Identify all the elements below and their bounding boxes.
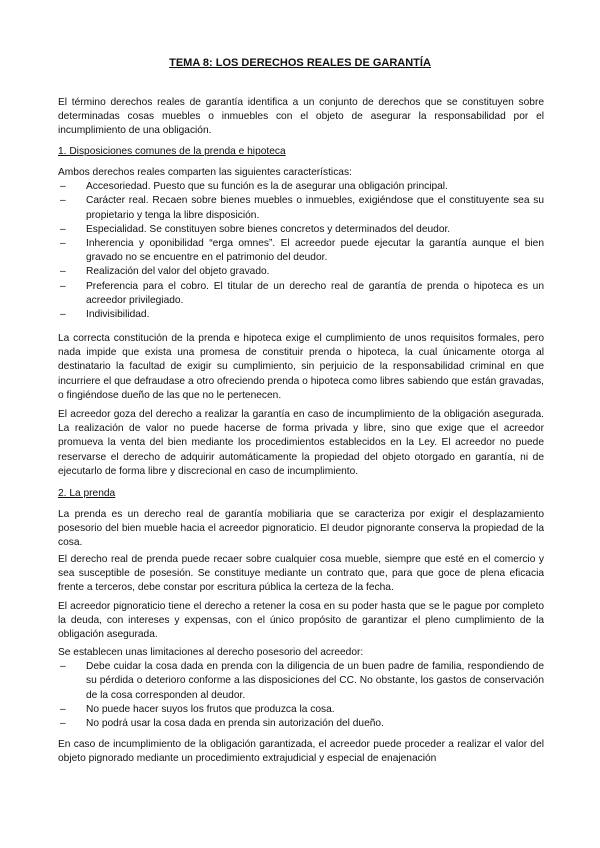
section-2-para-4 (58, 738, 544, 766)
paragraph: La correcta constitución de la prenda e hipoteca exige el cumplimiento de unos requisitos formales, pero nada impide que exista una promesa de constituir prenda o hipoteca, la cual únicamente otorga al destinatario la facultad de exigir su cumplimiento, sin perjuicio de la responsabilidad criminal en que incurriere el que defraudase a otro ofreciendo prenda o hipoteca como libres sabiendo que están gravadas, o fingiéndose dueño de las que no le pertenecen. (58, 333, 544, 401)
section-1-body (58, 166, 544, 322)
list-item: – Realización del valor del objeto gravado. (58, 265, 544, 279)
section-2-para-3 (58, 600, 544, 643)
section-2-limits (58, 646, 544, 731)
list-item: – Especialidad. Se constituyen sobre bienes concretos y determinados del deudor. (58, 223, 544, 237)
section-1-lead: Ambos derechos reales comparten las siguientes características: (58, 167, 352, 178)
list-item: – Carácter real. Recaen sobre bienes muebles o inmuebles, exigiéndose que el constituyente sea su propietario y tenga la libre disposición. (58, 194, 544, 222)
intro-paragraph (58, 96, 544, 139)
list-item: – Inherencia y oponibilidad “erga omnes”. El acreedor puede ejecutar la garantía aunque el bien gravado no se encuentre en el patrimonio del deudor. (58, 237, 544, 265)
section-1-para-1 (58, 332, 544, 403)
section-2-para-2 (58, 553, 544, 596)
list-item: – Indivisibilidad. (58, 308, 544, 322)
paragraph: El acreedor goza del derecho a realizar la garantía en caso de incumplimiento de la obligación asegurada. La realización de valor no puede hacerse de forma privada y libre, sino que exige que el acreedor promueva la venta del bien mediante los procedimientos establecidos en la Ley. El acreedor no puede reservarse el derecho de adquirir automáticamente la propiedad del objeto otorgado en garantía, ni de ejecutarlo de forma libre y discrecional en caso de incumplimiento. (58, 409, 544, 477)
section-1-heading: 1. Disposiciones comunes de la prenda e hipoteca (58, 146, 286, 157)
section-1 (58, 145, 544, 159)
paragraph: En caso de incumplimiento de la obligación garantizada, el acreedor puede proceder a realizar el valor del objeto pignorado mediante un procedimiento extrajudicial y especial de enajenación (58, 739, 544, 765)
paragraph: El acreedor pignoraticio tiene el derecho a retener la cosa en su poder hasta que se le pague por completo la deuda, con intereses y expensas, con el único propósito de garantizar el pleno cumplimiento de la obligación asegurada. (58, 601, 544, 641)
page-title: TEMA 8: LOS DERECHOS REALES DE GARANTÍA (169, 57, 431, 69)
limitations-list (58, 660, 544, 731)
list-item: – No puede hacer suyos los frutos que produzca la cosa. (58, 703, 544, 717)
characteristics-list (58, 180, 544, 322)
list-item: – No podrá usar la cosa dada en prenda sin autorización del dueño. (58, 717, 544, 731)
paragraph: El derecho real de prenda puede recaer sobre cualquier cosa mueble, siempre que esté en el comercio y sea susceptible de posesión. Se constituye mediante un contrato que, para que goce de plena eficacia frente a terceros, debe constar por escritura pública la certeza de la fecha. (58, 554, 544, 594)
list-item: – Accesoriedad. Puesto que su función es la de asegurar una obligación principal. (58, 180, 544, 194)
list-item: – Preferencia para el cobro. El titular de un derecho real de garantía de prenda o hipoteca es un acreedor privilegiado. (58, 280, 544, 308)
section-2-para-1 (58, 508, 544, 551)
section-2 (58, 487, 544, 501)
intro-text: El término derechos reales de garantía identifica a un conjunto de derechos que se constituyen sobre determinadas cosas muebles o inmuebles con el objeto de asegurar la responsabilidad por el incumplimiento de una obligación. (58, 97, 544, 137)
paragraph: La prenda es un derecho real de garantía mobiliaria que se caracteriza por exigir el desplazamiento posesorio del bien mueble hacia el acreedor pignoraticio. El deudor pignorante conserva la propiedad de la cosa. (58, 509, 544, 549)
list-item: – Debe cuidar la cosa dada en prenda con la diligencia de un buen padre de familia, respondiendo de su pérdida o deterioro conforme a las disposiciones del CC. No obstante, los gastos de conservación de la cosa corresponden al deudor. (58, 660, 544, 703)
section-2-lead: Se establecen unas limitaciones al derecho posesorio del acreedor: (58, 647, 364, 658)
section-1-para-2 (58, 408, 544, 479)
section-2-heading: 2. La prenda (58, 488, 116, 499)
